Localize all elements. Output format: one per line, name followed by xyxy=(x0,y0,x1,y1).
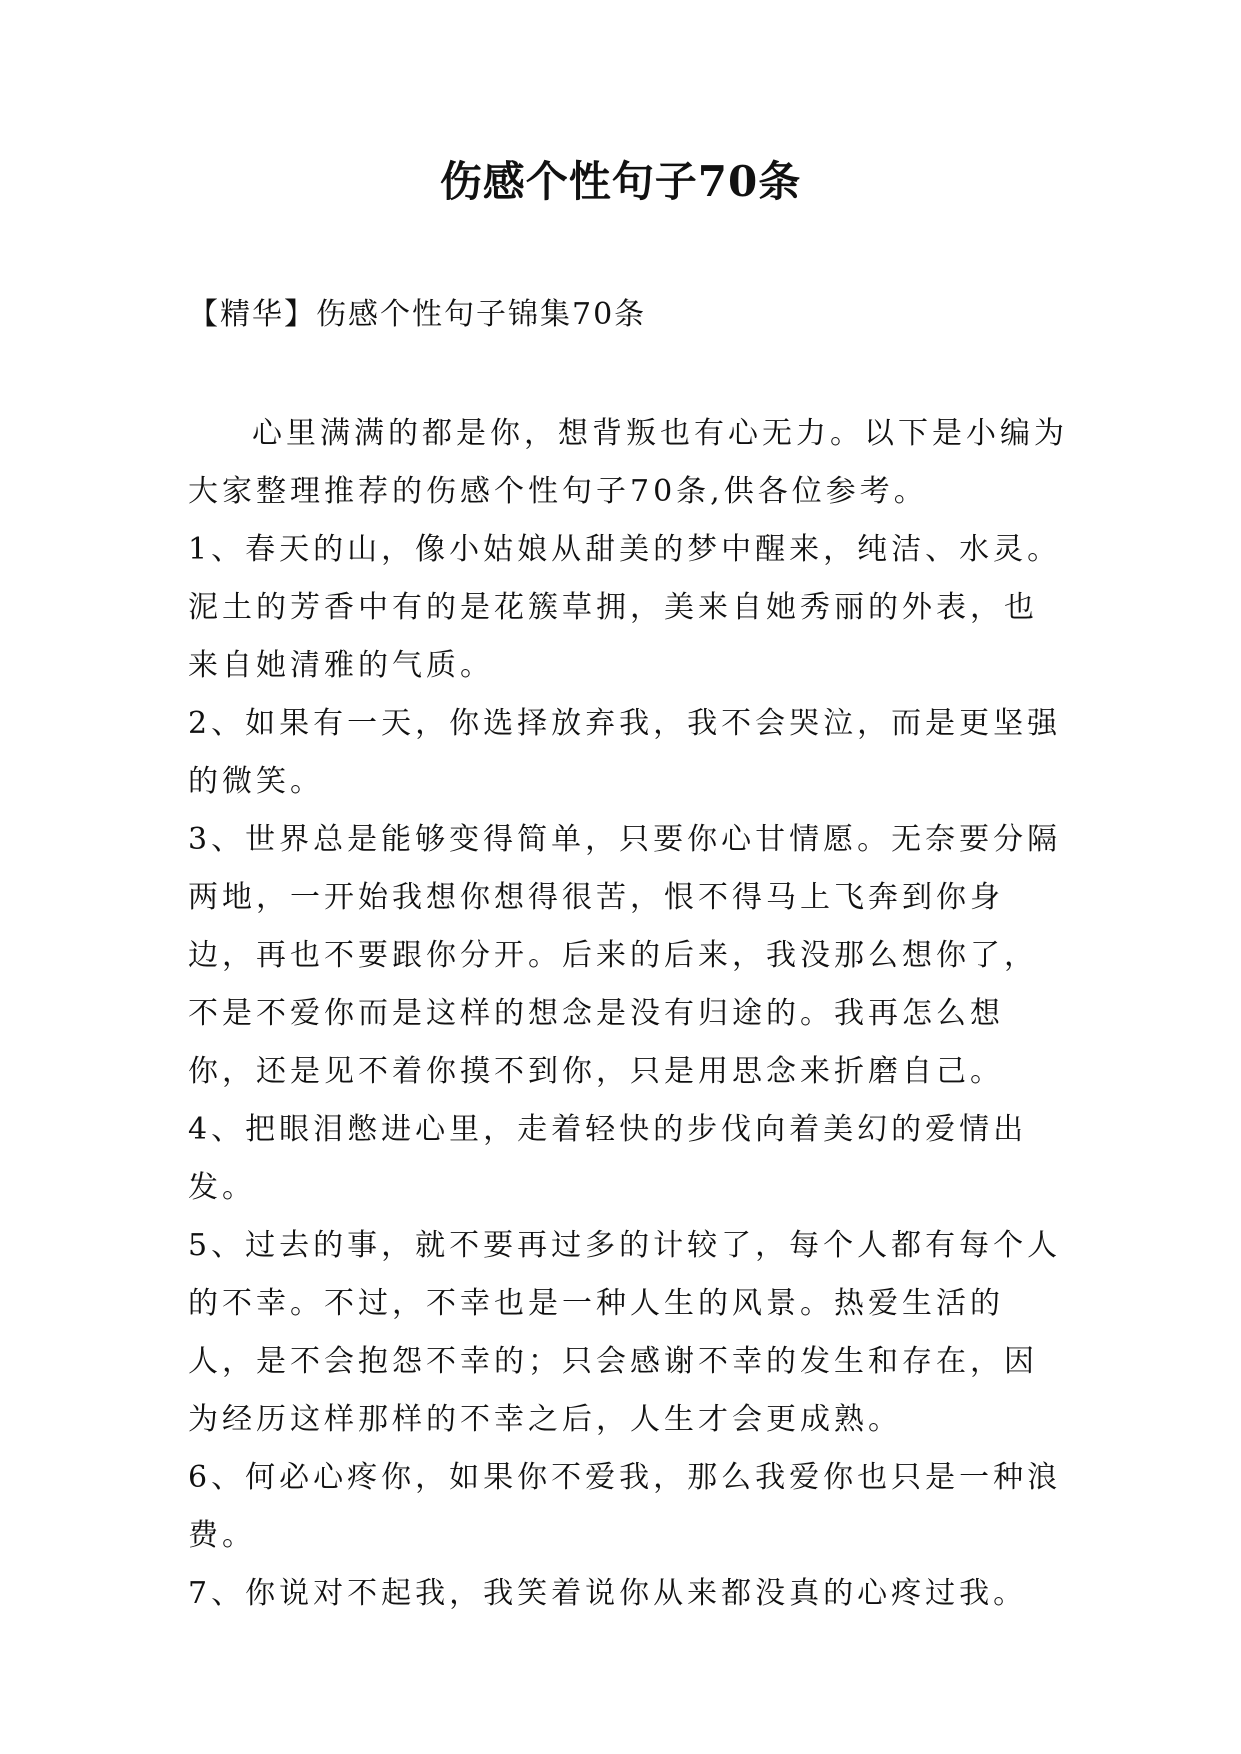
list-item: 3、世界总是能够变得简单，只要你心甘情愿。无奈要分隔两地，一开始我想你想得很苦，恨不得马上飞奔到你身边，再也不要跟你分开。后来的后来，我没那么想你了，不是不爱你而是这样的想念是没有归途的。我再怎么想你，还是见不着你摸不到你，只是用思念来折磨自己。 xyxy=(188,822,1062,1089)
list-item: 7、你说对不起我，我笑着说你从来都没真的心疼过我。 xyxy=(188,1576,1028,1611)
document-title: 伤感个性句子70条 xyxy=(439,157,802,206)
list-item: 4、把眼泪憋进心里，走着轻快的步伐向着美幻的爱情出发。 xyxy=(188,1112,1028,1205)
list-item: 1、春天的山，像小姑娘从甜美的梦中醒来，纯洁、水灵。泥土的芳香中有的是花簇草拥，美来自她秀丽的外表，也来自她清雅的气质。 xyxy=(188,532,1062,683)
document-subtitle: 【精华】伤感个性句子锦集70条 xyxy=(188,297,647,332)
document-body xyxy=(188,405,1068,1623)
list-item: 5、过去的事，就不要再过多的计较了，每个人都有每个人的不幸。不过，不幸也是一种人生的风景。热爱生活的人，是不会抱怨不幸的；只会感谢不幸的发生和存在，因为经历这样那样的不幸之后，人生才会更成熟。 xyxy=(188,1228,1062,1437)
list-item: 6、何必心疼你，如果你不爱我，那么我爱你也只是一种浪费。 xyxy=(188,1460,1062,1553)
list-item: 2、如果有一天，你选择放弃我，我不会哭泣，而是更坚强的微笑。 xyxy=(188,706,1062,799)
intro-paragraph: 心里满满的都是你，想背叛也有心无力。以下是小编为大家整理推荐的伤感个性句子70条,供各位参考。 xyxy=(188,416,1068,509)
